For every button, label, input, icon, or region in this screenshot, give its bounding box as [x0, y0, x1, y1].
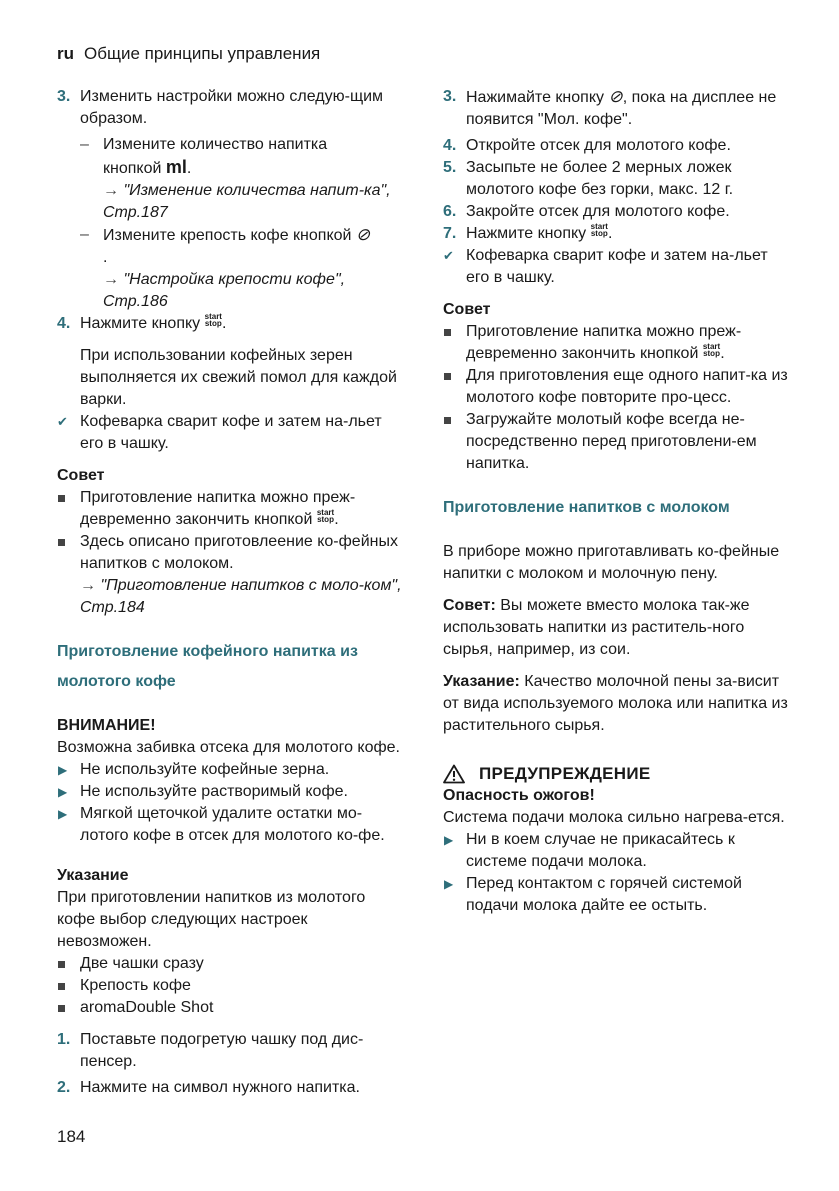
step-number: 3.	[443, 88, 457, 105]
warning-triangle-icon	[443, 764, 465, 784]
check-icon: ✔	[57, 414, 68, 429]
start-stop-icon: start stop	[590, 222, 608, 238]
warning-title: ПРЕДУПРЕЖДЕНИЕ	[479, 764, 651, 783]
start-stop-icon: start stop	[316, 508, 335, 524]
tip-item: Приготовление напитка можно преж-девременно закончить кнопкой start stop .	[57, 487, 405, 531]
milk-note: Указание: Качество молочной пены за-висит от вида используемого молока или напитка из растительного сырья.	[443, 673, 788, 734]
right-column	[443, 86, 793, 917]
attention-title: ВНИМАНИЕ!	[57, 717, 156, 734]
warning-subtitle: Опасность ожогов!	[443, 787, 595, 804]
bullet-square	[58, 1005, 65, 1012]
dash-item-volume: – Измените количество напитка кнопкой ml. → "Изменение количества напит-ка", Стр.187	[80, 134, 405, 224]
cross-reference-link[interactable]: → "Изменение количества напит-ка", Стр.187	[103, 182, 391, 221]
step-number: 2.	[57, 1079, 71, 1096]
dash-item-strength: – Измените крепость кофе кнопкой ⊘ . → "Настройка крепости кофе", Стр.186	[80, 224, 405, 313]
step-number: 3.	[57, 88, 71, 105]
step-2	[57, 1077, 405, 1099]
tip-title: Совет	[443, 301, 491, 318]
note-item: Крепость кофе	[57, 975, 405, 997]
result-item: ✔ Кофеварка сварит кофе и затем на-льет его в чашку.	[57, 413, 382, 452]
bullet-square	[444, 329, 451, 336]
step-text: Засыпьте не более 2 мерных ложек молотого кофе без горки, макс. 12 г.	[466, 159, 734, 198]
bullet-square	[58, 495, 65, 502]
note-title: Указание	[57, 867, 129, 884]
note-text: При приготовлении напитков из молотого кофе выбор следующих настроек невозможен.	[57, 889, 366, 950]
attention-item: ▶ Не используйте кофейные зерна.	[57, 759, 405, 781]
triangle-bullet-icon: ▶	[444, 833, 454, 847]
step-number: 4.	[443, 137, 457, 154]
dash-text-cont: кнопкой	[103, 160, 162, 177]
cross-reference-link[interactable]: → "Настройка крепости кофе", Стр.186	[103, 271, 346, 310]
tip-title: Совет	[57, 467, 105, 484]
step-text: Нажимайте кнопку	[466, 89, 604, 106]
step-number: 4.	[57, 315, 71, 332]
warning-heading	[443, 763, 793, 785]
dash-marker: –	[80, 226, 89, 243]
dash-marker: –	[80, 136, 89, 153]
tip-item: Для приготовления еще одного напит-ка из молотого кофе повторите про-цесс.	[443, 365, 793, 409]
strength-icon: ⊘	[608, 87, 623, 106]
ml-button-icon: ml	[165, 157, 187, 177]
note-item: Две чашки сразу	[57, 953, 405, 975]
step-1	[57, 1029, 405, 1073]
step-text: Нажмите кнопку	[466, 225, 587, 242]
triangle-bullet-icon: ▶	[58, 785, 68, 799]
check-icon: ✔	[443, 248, 454, 263]
step-text: Закройте отсек для молотого кофе.	[466, 203, 730, 220]
cross-reference-link[interactable]: → "Приготовление напитков с моло-ком", Стр.184	[80, 577, 402, 616]
bullet-square	[58, 539, 65, 546]
strength-icon: ⊘	[355, 225, 371, 244]
step-3	[57, 86, 405, 130]
milk-tip: Совет: Вы можете вместо молока так-же использовать напитки из раститель-ного сырья, например, из сои.	[443, 597, 750, 658]
step-number: 5.	[443, 159, 457, 176]
step-text: Поставьте подогретую чашку под дис-пенсер.	[80, 1031, 364, 1070]
page-header	[57, 44, 320, 64]
bullet-square	[58, 961, 65, 968]
step-4: 4. Нажмите кнопку start stop .	[57, 313, 405, 335]
page-number: 184	[57, 1127, 86, 1146]
bullet-square	[58, 983, 65, 990]
step-6	[443, 201, 793, 223]
attention-text: Возможна забивка отсека для молотого кофе.	[57, 739, 400, 756]
tip-item: Приготовление напитка можно преж-девременно закончить кнопкой start stop .	[443, 321, 793, 365]
step-text: Нажмите на символ нужного напитка.	[80, 1079, 360, 1096]
attention-item: ▶ Мягкой щеточкой удалите остатки мо-лотого кофе в отсек для молотого ко-фе.	[58, 805, 385, 844]
left-column	[57, 86, 405, 1099]
step-number: 6.	[443, 203, 457, 220]
result-item: ✔ Кофеварка сварит кофе и затем на-льет его в чашку.	[443, 247, 768, 286]
section-title-milk: Приготовление напитков с молоком	[443, 499, 730, 516]
bullet-square	[444, 373, 451, 380]
triangle-bullet-icon: ▶	[444, 877, 454, 891]
step-text: Откройте отсек для молотого кофе.	[466, 137, 731, 154]
step-number: 7.	[443, 225, 457, 242]
section-title-ground-coffee: Приготовление кофейного напитка из молотого кофе	[57, 643, 358, 690]
dash-text: Измените количество напитка	[103, 136, 328, 153]
warning-text: Система подачи молока сильно нагрева-ется.	[443, 809, 785, 826]
note-item: aromaDouble Shot	[57, 997, 405, 1019]
step-5	[443, 157, 793, 201]
warning-item: ▶ Ни в коем случае не прикасайтесь к системе подачи молока.	[444, 831, 735, 870]
step-text: Нажмите кнопку	[80, 315, 201, 332]
step-4	[443, 135, 793, 157]
milk-intro: В приборе можно приготавливать ко-фейные напитки с молоком и молочную пену.	[443, 543, 780, 582]
tip-item: Загружайте молотый кофе всегда не-посредственно перед приготовлени-ем напитка.	[443, 409, 793, 475]
triangle-bullet-icon: ▶	[58, 763, 68, 777]
warning-item: ▶ Перед контактом с горячей системой подачи молока дайте ее остыть.	[444, 875, 742, 914]
tip-item: Здесь описано приготовлеение ко-фейных напитков с молоком. → "Приготовление напитков с моло-ком", Стр.184	[57, 531, 405, 619]
start-stop-icon: start stop	[204, 312, 222, 328]
paragraph-beans: При использовании кофейных зерен выполняется их свежий помол для каждой варки.	[80, 347, 397, 408]
header-title: Общие принципы управления	[84, 44, 321, 63]
step-3: 3. Нажимайте кнопку ⊘, пока на дисплее не появится "Мол. кофе".	[443, 87, 777, 128]
dash-text: Измените крепость кофе кнопкой	[103, 227, 352, 244]
step-text: Изменить настройки можно следую-щим образом.	[80, 88, 384, 127]
language-code: ru	[57, 44, 74, 63]
step-7: 7. Нажмите кнопку start stop .	[443, 223, 793, 245]
step-number: 1.	[57, 1031, 71, 1048]
triangle-bullet-icon: ▶	[58, 807, 68, 821]
attention-item: ▶ Не используйте растворимый кофе.	[57, 781, 405, 803]
bullet-square	[444, 417, 451, 424]
start-stop-icon: start stop	[702, 342, 721, 358]
